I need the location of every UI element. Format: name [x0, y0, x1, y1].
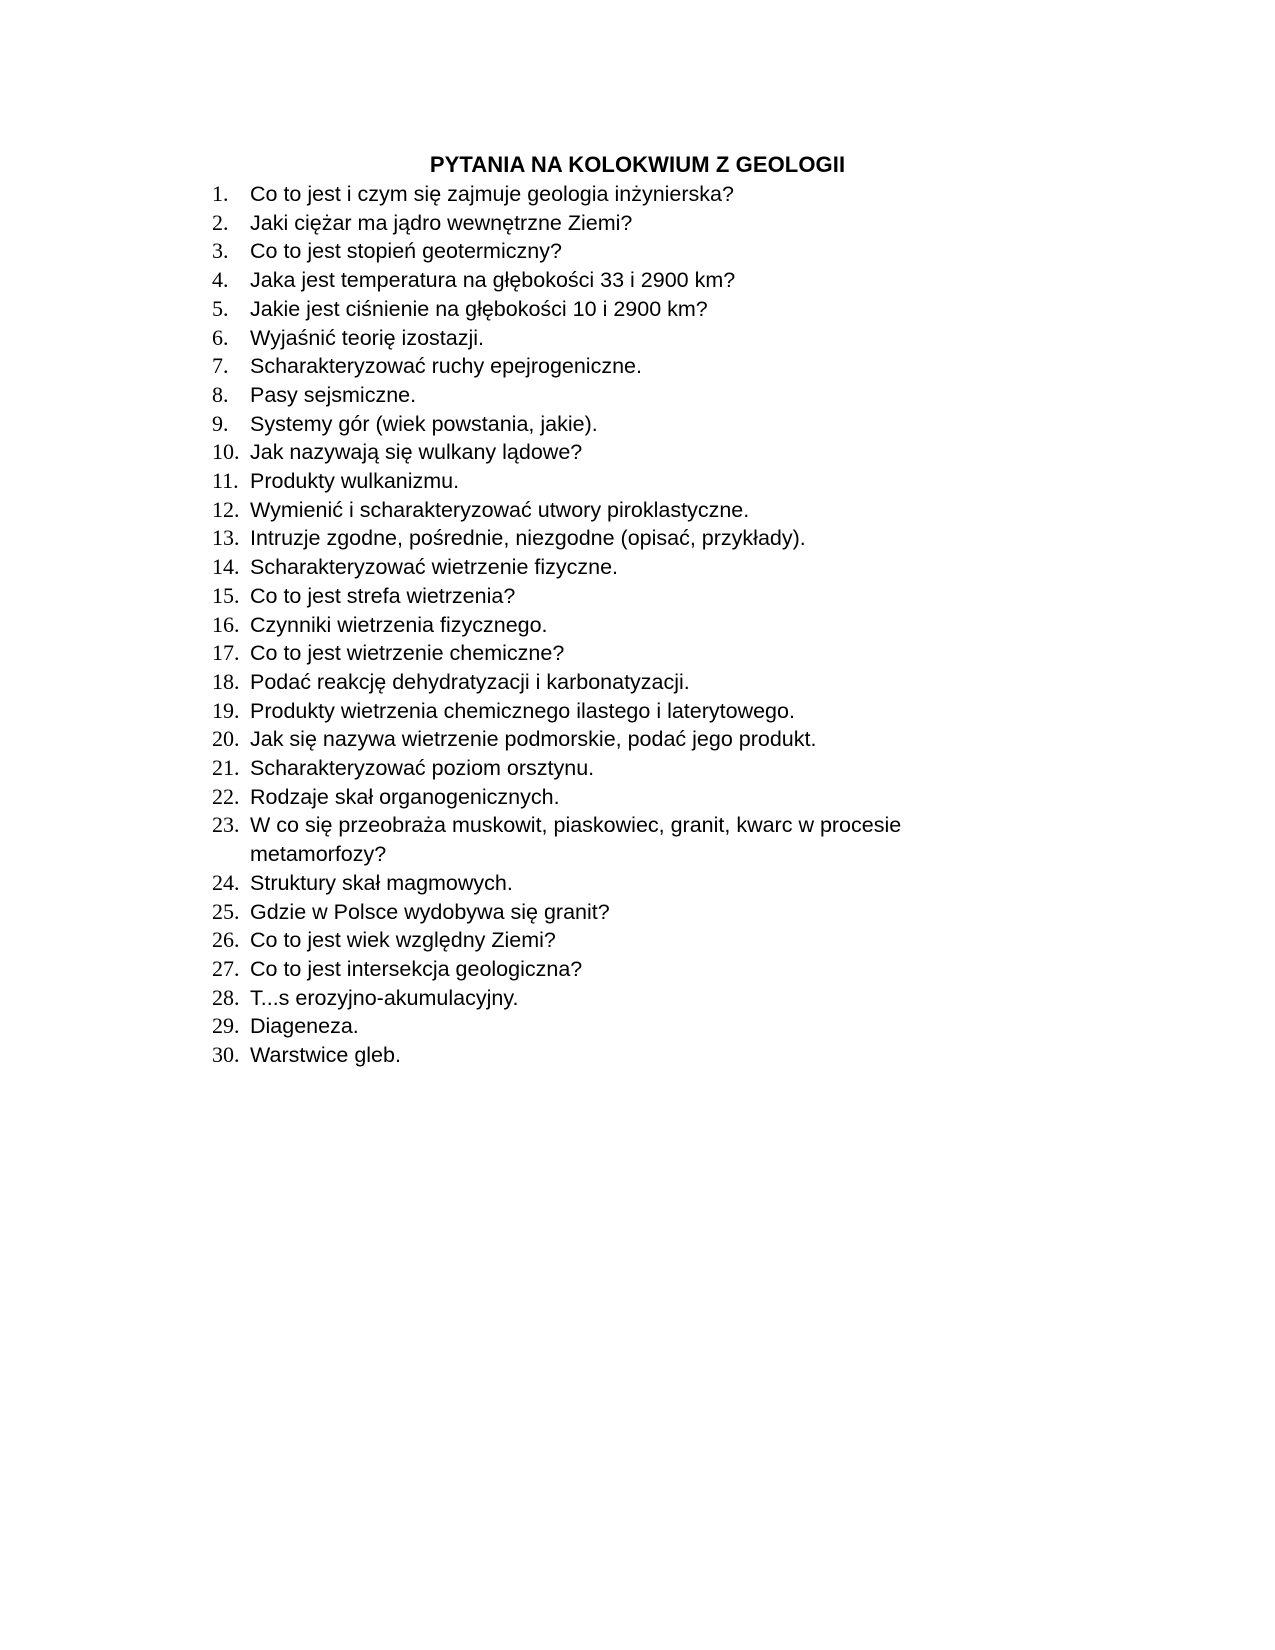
question-number: 27. [212, 955, 240, 981]
question-item [212, 410, 1032, 439]
question-number: 5. [212, 295, 229, 321]
question-number: 15. [212, 582, 240, 608]
question-item [212, 381, 1032, 410]
question-number: 30. [212, 1042, 240, 1068]
question-item [212, 611, 1032, 640]
question-text: Scharakteryzować poziom orsztynu. [250, 756, 595, 781]
question-item [212, 467, 1032, 496]
question-text: Podać reakcję dehydratyzacji i karbonatyzacji. [250, 669, 690, 694]
question-item [212, 754, 1032, 783]
question-item [212, 1041, 1032, 1070]
question-item [212, 295, 1032, 324]
question-text: Scharakteryzować wietrzenie fizyczne. [250, 555, 619, 580]
question-text: Struktury skał magmowych. [250, 870, 513, 895]
question-number: 8. [212, 381, 229, 407]
question-item [212, 811, 1032, 868]
question-item [212, 553, 1032, 582]
question-text: Co to jest strefa wietrzenia? [250, 583, 516, 608]
question-number: 6. [212, 324, 229, 350]
question-item [212, 926, 1032, 955]
question-number: 7. [212, 353, 229, 379]
question-number: 28. [212, 984, 240, 1010]
question-item [212, 725, 1032, 754]
question-text: Scharakteryzować ruchy epejrogeniczne. [250, 354, 642, 379]
question-text: Intruzje zgodne, pośrednie, niezgodne (opisać, przykłady). [250, 526, 806, 551]
question-text: Jak się nazywa wietrzenie podmorskie, podać jego produkt. [250, 727, 817, 752]
question-item [212, 209, 1032, 238]
question-number: 10. [212, 439, 240, 465]
question-list [212, 180, 1032, 1070]
question-text: Pasy sejsmiczne. [250, 382, 417, 407]
question-number: 9. [212, 410, 229, 436]
question-text: Warstwice gleb. [250, 1043, 401, 1068]
question-item [212, 324, 1032, 353]
question-item [212, 955, 1032, 984]
question-item [212, 582, 1032, 611]
question-number: 21. [212, 755, 240, 781]
question-item [212, 984, 1032, 1013]
question-text: Co to jest wietrzenie chemiczne? [250, 641, 565, 666]
question-text: T...s erozyjno-akumulacyjny. [250, 985, 519, 1010]
question-item [212, 898, 1032, 927]
question-text: Jaka jest temperatura na głębokości 33 i 2900 km? [250, 268, 736, 293]
question-number: 16. [212, 611, 240, 637]
question-text: Wymienić i scharakteryzować utwory piroklastyczne. [250, 497, 750, 522]
question-number: 29. [212, 1013, 240, 1039]
question-text: Jaki ciężar ma jądro wewnętrzne Ziemi? [250, 210, 633, 235]
question-item [212, 180, 1032, 209]
question-item [212, 524, 1032, 553]
question-number: 2. [212, 209, 229, 235]
question-text: Co to jest wiek względny Ziemi? [250, 928, 556, 953]
question-text: Wyjaśnić teorię izostazji. [250, 325, 484, 350]
question-text: Jakie jest ciśnienie na głębokości 10 i 2900 km? [250, 296, 708, 321]
question-text: Czynniki wietrzenia fizycznego. [250, 612, 548, 637]
question-item [212, 668, 1032, 697]
question-number: 26. [212, 927, 240, 953]
question-item [212, 869, 1032, 898]
question-item [212, 1012, 1032, 1041]
question-text: Rodzaje skał organogenicznych. [250, 784, 560, 809]
document-title: PYTANIA NA KOLOKWIUM Z GEOLOGII [429, 152, 846, 177]
question-number: 23. [212, 812, 240, 838]
question-text: Produkty wietrzenia chemicznego ilastego i laterytowego. [250, 698, 795, 723]
question-number: 17. [212, 640, 240, 666]
question-item [212, 237, 1032, 266]
question-number: 12. [212, 496, 240, 522]
question-item [212, 496, 1032, 525]
question-number: 1. [212, 181, 229, 206]
question-number: 20. [212, 726, 240, 752]
question-text: Co to jest stopień geotermiczny? [250, 239, 562, 264]
question-number: 3. [212, 238, 229, 264]
question-number: 19. [212, 697, 240, 723]
question-number: 24. [212, 869, 240, 895]
question-text: Produkty wulkanizmu. [250, 469, 460, 494]
question-number: 4. [212, 267, 229, 293]
question-text: Gdzie w Polsce wydobywa się granit? [250, 899, 610, 924]
question-number: 25. [212, 898, 240, 924]
question-item [212, 266, 1032, 295]
question-number: 14. [212, 554, 240, 580]
question-number: 11. [212, 468, 239, 494]
question-text: Jak nazywają się wulkany lądowe? [250, 440, 583, 465]
question-number: 18. [212, 668, 240, 694]
question-number: 22. [212, 783, 240, 809]
question-item [212, 697, 1032, 726]
question-text: Diageneza. [250, 1014, 359, 1039]
question-text: W co się przeobraża muskowit, piaskowiec, granit, kwarc w procesie metamorfozy? [250, 813, 902, 867]
question-item [212, 438, 1032, 467]
question-number: 13. [212, 525, 240, 551]
question-text: Co to jest intersekcja geologiczna? [250, 956, 583, 981]
question-item [212, 639, 1032, 668]
question-item [212, 783, 1032, 812]
question-item [212, 352, 1032, 381]
question-text: Systemy gór (wiek powstania, jakie). [250, 411, 598, 436]
question-text: Co to jest i czym się zajmuje geologia inżynierska? [250, 182, 734, 206]
